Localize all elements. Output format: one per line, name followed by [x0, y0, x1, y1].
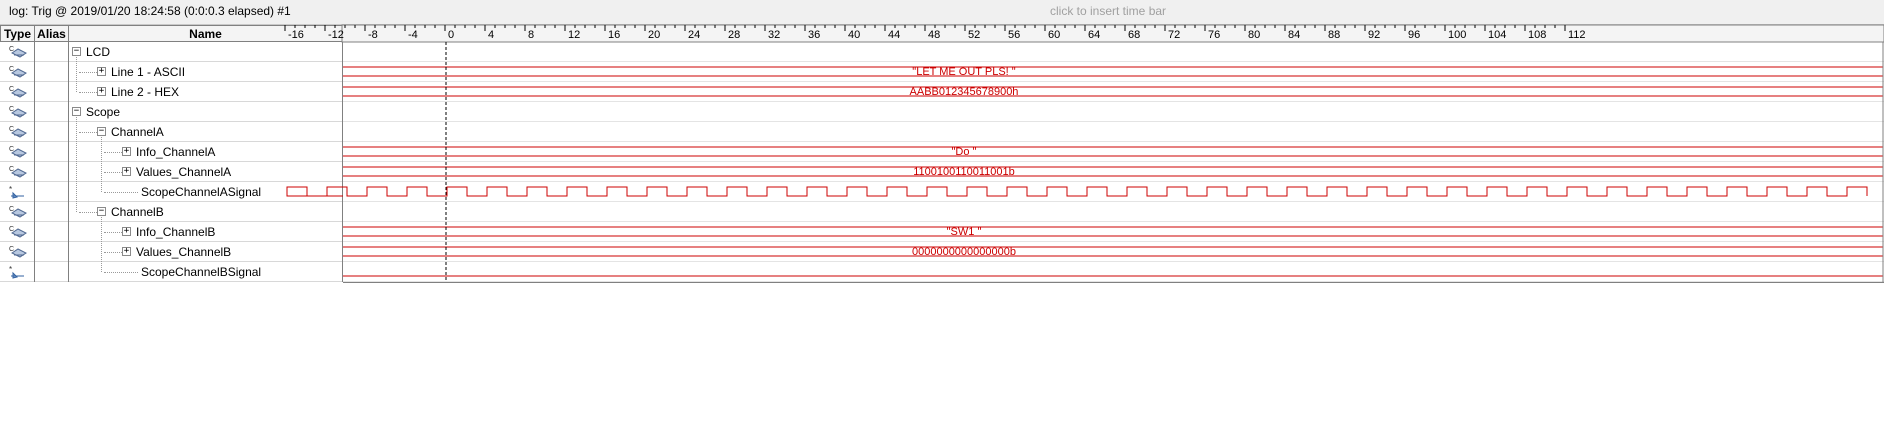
- svg-text:C: C: [9, 226, 15, 233]
- type-cell: [0, 102, 35, 122]
- collapse-icon[interactable]: −: [73, 106, 80, 116]
- axis-tick-label: 92: [1368, 29, 1381, 41]
- collapse-icon[interactable]: −: [98, 206, 105, 216]
- signal-name: ChannelB: [111, 205, 164, 219]
- tree-trunk-line: [76, 117, 77, 212]
- signal-row[interactable]: [0, 42, 342, 62]
- name-cell[interactable]: [68, 162, 343, 182]
- axis-tick-label: -12: [328, 29, 344, 41]
- type-cell: [0, 42, 35, 62]
- tree-branch-line: [79, 212, 97, 213]
- axis-tick-label: 24: [688, 29, 701, 41]
- name-cell[interactable]: [68, 102, 343, 122]
- axis-tick-label: 96: [1408, 29, 1421, 41]
- signal-row[interactable]: [0, 62, 342, 82]
- name-cell[interactable]: [68, 182, 343, 202]
- bus-value: "LET ME OUT PLS! ": [912, 66, 1016, 78]
- axis-tick-label: 8: [528, 29, 535, 41]
- insert-time-bar-hint[interactable]: click to insert time bar: [1050, 4, 1167, 18]
- signal-row[interactable]: [0, 182, 342, 202]
- name-cell[interactable]: [68, 262, 343, 282]
- name-cell[interactable]: [68, 242, 343, 262]
- axis-tick-label: 16: [608, 29, 621, 41]
- svg-text:C: C: [9, 86, 15, 93]
- tree-branch-line: [104, 172, 122, 173]
- axis-tick-label: 56: [1008, 29, 1021, 41]
- axis-tick-label: 32: [768, 29, 781, 41]
- alias-cell: [34, 102, 69, 122]
- signal-row[interactable]: [0, 222, 342, 242]
- axis-tick-label: -16: [288, 29, 304, 41]
- svg-text:C: C: [9, 146, 15, 153]
- tree-branch-line: [104, 192, 138, 193]
- bus-value: "SW1 ": [946, 226, 982, 238]
- column-header-name[interactable]: Name: [68, 25, 343, 42]
- tree-trunk-line: [76, 57, 77, 92]
- signal-name: Scope: [86, 105, 121, 119]
- svg-text:C: C: [9, 46, 15, 53]
- signal-name: LCD: [86, 45, 111, 59]
- axis-tick-label: 108: [1528, 29, 1547, 41]
- svg-text:C: C: [9, 106, 15, 113]
- bus-value: 1100100110011001b: [913, 166, 1015, 178]
- name-cell[interactable]: [68, 222, 343, 242]
- type-cell: [0, 262, 35, 282]
- column-header-alias[interactable]: Alias: [34, 25, 69, 42]
- collapse-icon[interactable]: −: [73, 46, 80, 56]
- svg-text:C: C: [9, 206, 15, 213]
- alias-cell: [34, 262, 69, 282]
- signal-row[interactable]: [0, 242, 342, 262]
- svg-text:*: *: [9, 185, 13, 194]
- signal-name: Values_ChannelA: [136, 165, 232, 179]
- axis-tick-label: 112: [1568, 29, 1586, 41]
- signal-row[interactable]: [0, 122, 342, 142]
- name-cell[interactable]: [68, 142, 343, 162]
- name-cell[interactable]: [68, 82, 343, 102]
- alias-cell: [34, 242, 69, 262]
- axis-tick-label: 64: [1088, 29, 1101, 41]
- signal-name: Values_ChannelB: [136, 245, 232, 259]
- type-cell: [0, 62, 35, 82]
- axis-tick-label: 100: [1448, 29, 1467, 41]
- alias-cell: [34, 182, 69, 202]
- signal-name: Line 1 - ASCII: [111, 65, 186, 79]
- signal-name: ChannelA: [111, 125, 164, 139]
- log-title: log: Trig @ 2019/01/20 18:24:58 (0:0:0.3 elapsed) #1: [9, 4, 291, 18]
- tree-branch-line: [104, 252, 122, 253]
- axis-tick-label: 72: [1168, 29, 1181, 41]
- axis-tick-label: 48: [928, 29, 941, 41]
- svg-text:C: C: [9, 166, 15, 173]
- signal-name: Info_ChannelA: [136, 145, 216, 159]
- alias-cell: [34, 82, 69, 102]
- signal-row[interactable]: [0, 262, 342, 282]
- alias-cell: [34, 142, 69, 162]
- expand-icon[interactable]: +: [98, 86, 105, 96]
- name-cell[interactable]: [68, 202, 343, 222]
- expand-icon[interactable]: +: [98, 66, 105, 76]
- name-cell[interactable]: [68, 42, 343, 62]
- svg-text:C: C: [9, 126, 15, 133]
- alias-cell: [34, 202, 69, 222]
- time-axis[interactable]: [288, 25, 1884, 42]
- bus-value: 0000000000000000b: [911, 246, 1017, 258]
- signal-row[interactable]: [0, 142, 342, 162]
- tree-trunk-line: [101, 217, 102, 272]
- type-cell: [0, 182, 35, 202]
- tree-branch-line: [79, 92, 97, 93]
- signal-name: Line 2 - HEX: [111, 85, 180, 99]
- tree-branch-line: [79, 72, 97, 73]
- axis-tick-label: 40: [848, 29, 861, 41]
- axis-tick-label: 68: [1128, 29, 1141, 41]
- signal-name: Info_ChannelB: [136, 225, 216, 239]
- alias-cell: [34, 122, 69, 142]
- type-cell: [0, 242, 35, 262]
- expand-icon[interactable]: +: [123, 146, 130, 156]
- axis-tick-label: 84: [1288, 29, 1301, 41]
- signal-name: ScopeChannelBSignal: [141, 265, 262, 279]
- clock-waveform: [287, 187, 1867, 196]
- signal-row[interactable]: [0, 202, 342, 222]
- type-cell: [0, 162, 35, 182]
- tree-branch-line: [104, 272, 138, 273]
- alias-cell: [34, 162, 69, 182]
- expand-icon[interactable]: +: [123, 226, 130, 236]
- tree-branch-line: [79, 132, 97, 133]
- axis-tick-label: 36: [808, 29, 821, 41]
- signal-row[interactable]: [0, 82, 342, 102]
- alias-cell: [34, 222, 69, 242]
- axis-tick-label: 104: [1488, 29, 1507, 41]
- column-header-type[interactable]: Type: [0, 25, 35, 42]
- tree-branch-line: [104, 152, 122, 153]
- collapse-icon[interactable]: −: [98, 126, 105, 136]
- tree-branch-line: [104, 232, 122, 233]
- name-cell[interactable]: [68, 62, 343, 82]
- type-cell: [0, 222, 35, 242]
- axis-tick-label: 76: [1208, 29, 1221, 41]
- bus-value: "Do ": [951, 146, 977, 158]
- alias-cell: [34, 62, 69, 82]
- axis-tick-label: 60: [1048, 29, 1061, 41]
- axis-tick-label: 28: [728, 29, 741, 41]
- type-cell: [0, 202, 35, 222]
- tree-trunk-line: [101, 137, 102, 192]
- signal-row[interactable]: [0, 162, 342, 182]
- axis-tick-label: -8: [368, 29, 378, 41]
- axis-tick-label: 80: [1248, 29, 1261, 41]
- signal-row[interactable]: [0, 102, 342, 122]
- axis-tick-label: 88: [1328, 29, 1341, 41]
- waveform-area[interactable]: [343, 42, 1884, 283]
- expand-icon[interactable]: +: [123, 166, 130, 176]
- axis-tick-label: -4: [408, 29, 418, 41]
- type-cell: [0, 122, 35, 142]
- axis-tick-label: 12: [568, 29, 581, 41]
- alias-cell: [34, 42, 69, 62]
- bus-value: AABB012345678900h: [909, 86, 1019, 98]
- axis-tick-label: 4: [488, 29, 495, 41]
- axis-tick-label: 20: [648, 29, 661, 41]
- top-bar: [0, 0, 1884, 25]
- axis-tick-label: 52: [968, 29, 981, 41]
- type-cell: [0, 142, 35, 162]
- axis-tick-label: 0: [448, 29, 455, 41]
- svg-text:*: *: [9, 265, 13, 274]
- type-cell: [0, 82, 35, 102]
- name-cell[interactable]: [68, 122, 343, 142]
- signal-name: ScopeChannelASignal: [141, 185, 262, 199]
- expand-icon[interactable]: +: [123, 246, 130, 256]
- svg-text:C: C: [9, 66, 15, 73]
- svg-text:C: C: [9, 246, 15, 253]
- axis-tick-label: 44: [888, 29, 901, 41]
